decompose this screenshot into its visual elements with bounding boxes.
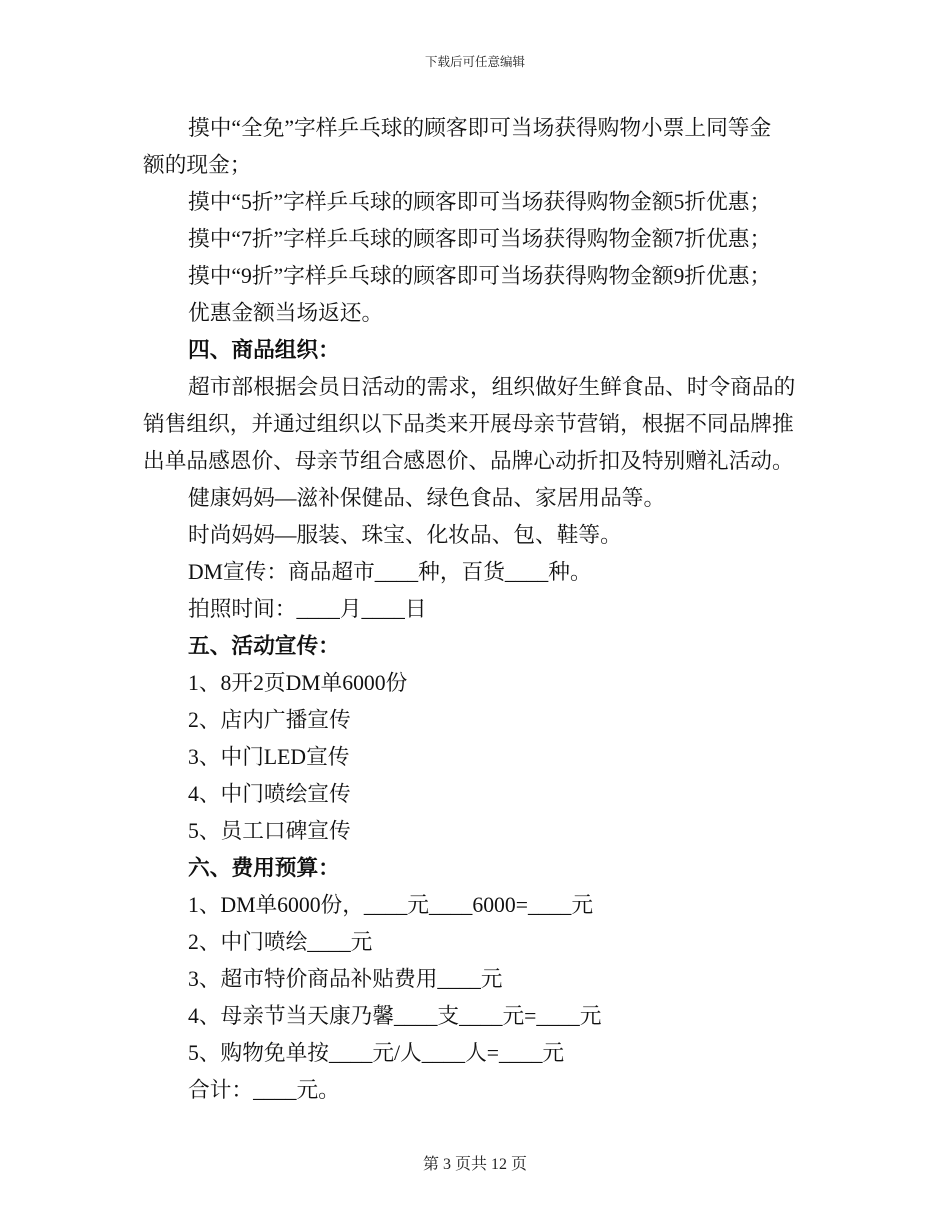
paragraph-line: 超市部根据会员日活动的需求，组织做好生鲜食品、时令商品的 — [188, 375, 796, 399]
page-header-note: 下载后可任意编辑 — [424, 55, 525, 69]
page-number-footer: 第 3 页共 12 页 — [422, 1156, 527, 1173]
document-body — [143, 110, 813, 1109]
list-item: 1、8开2页DM单6000份 — [188, 671, 408, 695]
intro-paragraph — [143, 258, 813, 295]
list-item: 5、员工口碑宣传 — [188, 819, 351, 843]
paragraph-line: 销售组织，并通过组织以下品类来开展母亲节营销，根据不同品牌推 — [143, 412, 794, 436]
paragraph-line: 摸中“9折”字样乒乓球的顾客即可当场获得购物金额9折优惠； — [188, 264, 772, 288]
intro-paragraph — [143, 184, 813, 221]
section-paragraph — [143, 369, 813, 480]
paragraph-line: 摸中“5折”字样乒乓球的顾客即可当场获得购物金额5折优惠； — [188, 190, 772, 214]
paragraph-line: 摸中“全免”字样乒乓球的顾客即可当场获得购物小票上同等金 — [188, 116, 772, 140]
list-item: 2、中门喷绘____元 — [188, 930, 373, 954]
section-heading: 五、活动宣传： — [188, 634, 340, 658]
paragraph-line: 额的现金； — [143, 153, 252, 177]
paragraph-line: 优惠金额当场返还。 — [188, 301, 384, 325]
list-item: 4、母亲节当天康乃馨____支____元=____元 — [188, 1004, 602, 1028]
section-paragraph — [143, 591, 813, 628]
intro-paragraph — [143, 221, 813, 258]
list-item: 1、DM单6000份，____元____6000=____元 — [188, 893, 594, 917]
paragraph-line: 健康妈妈—滋补保健品、绿色食品、家居用品等。 — [188, 486, 666, 510]
paragraph-line: 时尚妈妈—服装、珠宝、化妆品、包、鞋等。 — [188, 523, 622, 547]
section-heading: 六、费用预算： — [188, 856, 340, 880]
intro-paragraph — [143, 110, 813, 184]
list-item: 4、中门喷绘宣传 — [188, 782, 351, 806]
section-promotion — [143, 628, 813, 850]
list-item: 3、中门LED宣传 — [188, 745, 350, 769]
section-product-organization — [143, 332, 813, 628]
list-item: 2、店内广播宣传 — [188, 708, 351, 732]
paragraph-line: 拍照时间：____月____日 — [188, 597, 427, 621]
paragraph-line: 摸中“7折”字样乒乓球的顾客即可当场获得购物金额7折优惠； — [188, 227, 772, 251]
section-paragraph — [143, 554, 813, 591]
list-item: 5、购物免单按____元/人____人=____元 — [188, 1041, 565, 1065]
section-paragraph — [143, 517, 813, 554]
intro-paragraph — [143, 295, 813, 332]
section-budget — [143, 850, 813, 1109]
paragraph-line: DM宣传：商品超市____种，百货____种。 — [188, 560, 592, 584]
list-item: 3、超市特价商品补贴费用____元 — [188, 967, 503, 991]
section-paragraph — [143, 480, 813, 517]
paragraph-line: 出单品感恩价、母亲节组合感恩价、品牌心动折扣及特别赠礼活动。 — [143, 449, 794, 473]
budget-total: 合计：____元。 — [188, 1078, 340, 1102]
section-heading: 四、商品组织： — [188, 338, 340, 362]
